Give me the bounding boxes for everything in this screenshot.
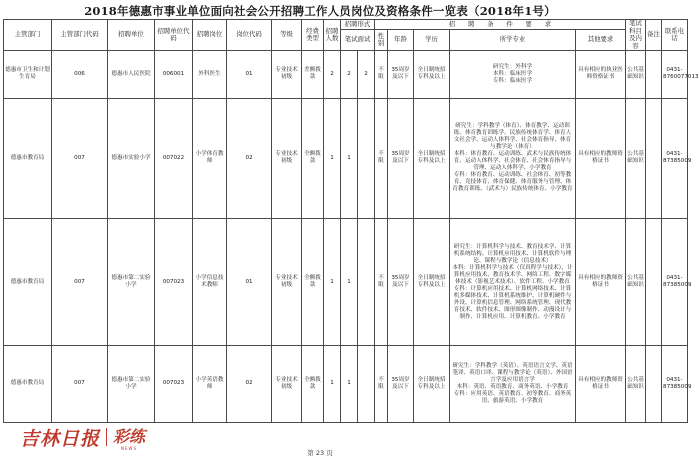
cell-education: 全日制统招专科及以上 [414,219,450,346]
table-row [4,345,688,422]
cell-gender: 不限 [375,98,388,218]
cell-form: 1 [341,98,358,218]
cell-level: 专业技术初级 [272,98,302,218]
cell-remarks [646,51,662,99]
header-post: 招聘岗位 [193,20,227,51]
cell-other: 具有相应的教师资格证书 [576,98,626,218]
cell-phone: 0431-87385009 [662,219,688,346]
cell-dept: 德惠市教育局 [4,345,52,422]
cell-education: 全日制统招专科及以上 [414,98,450,218]
cell-unit: 德惠市实验小学 [108,98,155,218]
document-title: 2018年德惠市事业单位面向社会公开招聘工作人员岗位及资格条件一览表（2018年1号） [84,4,556,18]
cell-unit: 德惠市第二实验小学 [108,345,155,422]
cell-form-exam: 2 [358,51,375,99]
cell-count: 1 [324,345,341,422]
cell-unit: 德惠市第二实验小学 [108,219,155,346]
cell-funding: 全额拨款 [302,219,324,346]
cell-dept-code: 006 [52,51,108,99]
cell-gender: 不限 [375,51,388,99]
cell-gender: 不限 [375,345,388,422]
cell-post: 外科医生 [193,51,227,99]
cell-count: 2 [324,51,341,99]
cell-major: 研究生：学科教学（英语）、英语语言文学、英语笔译、英语口译、课程与教学论（英语）、外国语言学及应用语言学 本科：英语、英语教育、商务英语、小学教育 专科：应用英语、英语教育、初等教育、商务英语、旅游英语、小学教育 [450,345,576,422]
cell-level: 专业技术初级 [272,219,302,346]
header-unit: 招聘单位 [108,20,155,51]
header-age: 年龄 [388,30,414,51]
cell-form-exam [358,219,375,346]
cell-unit-code: 006001 [155,51,193,99]
cell-form-exam [358,98,375,218]
table-row [4,98,688,218]
cell-age: 35周岁及以下 [388,98,414,218]
cell-major: 研究生：学科教学（体育）、体育教学、运动训练、体育教育训练学、民族传统体育学、体育人文社会学、运动人体科学、社会体育指导、体育与教学论（体育） 本科：体育教育、运动训练、武术与民族传统体育、运动人体科学、社会体育、社会体育指导与管理、运动人体科学、小学教育 专科：体育教育、运动训练、社会体育、初等教育、竞技体育、体育保健、体育服务与管理、体育教育训练、（武术与）民族传统体育、小学教育 [450,98,576,218]
cell-form: 2 [341,51,358,99]
cell-education: 全日制统招专科及以上 [414,51,450,99]
cell-education: 全日制统招专科及以上 [414,345,450,422]
cell-remarks [646,98,662,218]
header-subject: 笔试科目及内容 [626,20,646,51]
header-major: 所学专业 [450,30,576,51]
cell-post-code: 02 [227,98,272,218]
cell-phone: 0431-8760077013 [662,51,688,99]
cell-subject: 公共基础知识 [626,98,646,218]
cell-other: 具有相应的教师资格证书 [576,345,626,422]
cell-level: 专业技术初级 [272,51,302,99]
header-form-exam: 笔试面试 [341,30,375,51]
header-conditions: 招 聘 条 件 要 求 [375,20,626,30]
cell-phone: 0431-87385009 [662,345,688,422]
cell-unit: 德惠市人民医院 [108,51,155,99]
header-form: 招聘形式 [341,20,375,30]
header-education: 学历 [414,30,450,51]
header-remarks: 备注 [646,20,662,51]
page-number: 第 23 页 [307,449,333,457]
table-row [4,51,688,99]
cell-funding: 全额拨款 [302,345,324,422]
cell-remarks [646,345,662,422]
cell-unit-code: 007023 [155,345,193,422]
cell-unit-code: 007022 [155,98,193,218]
cell-dept-code: 007 [52,219,108,346]
cell-form: 1 [341,345,358,422]
header-count: 招聘人数 [324,20,341,51]
cell-count: 1 [324,98,341,218]
cell-age: 35周岁及以下 [388,51,414,99]
cell-dept-code: 007 [52,98,108,218]
header-gender: 性别 [375,30,388,51]
cell-funding: 全额拨款 [302,98,324,218]
recruitment-table [3,19,699,423]
cell-form-exam [358,345,375,422]
cell-form: 1 [341,219,358,346]
logo-sub-text: 彩练 [113,426,146,446]
table-row [4,219,688,346]
cell-dept-code: 007 [52,345,108,422]
cell-post-code: 01 [227,51,272,99]
cell-major: 研究生：外科学 本科：临床医学 专科：临床医学 [450,51,576,99]
cell-post-code: 02 [227,345,272,422]
header-post-code: 岗位代码 [227,20,272,51]
cell-age: 35周岁及以下 [388,345,414,422]
cell-post: 小学体育教师 [193,98,227,218]
cell-gender: 不限 [375,219,388,346]
header-dept: 主管部门 [4,20,52,51]
cell-count: 1 [324,219,341,346]
logo-divider [106,428,107,446]
cell-funding: 差额拨款 [302,51,324,99]
newspaper-logo [20,423,145,451]
cell-dept: 德惠市教育局 [4,219,52,346]
header-other: 其他要求 [576,30,626,51]
cell-other: 具有相应的教师资格证书 [576,219,626,346]
cell-phone: 0431-87385009 [662,98,688,218]
cell-major: 研究生：计算机科学与技术、教育技术学、计算机系统结构、计算机应用技术、计算机软件与理论、课程与教学论（信息技术） 本科：计算机科学与技术（仅真程学与技术）、计算机应用技术、教育技术学、网络工程、数字媒体技术（影视艺术技术）、软件工程、小学教育 专科：计算机应用技术、计算机网络技术、计算机多媒体技术、计算机系统维护、计算机硬件与外设、计算机信息管理、网络系统管理、现代教育技术、软件技术、图形图像制作、动漫设计与制作、计算机应用、计算机教育、小学教育 [450,219,576,346]
cell-post: 小学信息技术教师 [193,219,227,346]
cell-subject: 公共基础知识 [626,51,646,99]
logo-main-text: 吉林日报 [20,427,101,450]
logo-sub-caption: NEWS [121,445,138,451]
cell-post-code: 01 [227,219,272,346]
header-funding: 经费类型 [302,20,324,51]
header-level: 等级 [272,20,302,51]
cell-age: 35周岁及以下 [388,219,414,346]
cell-dept: 德惠市教育局 [4,98,52,218]
cell-subject: 公共基础知识 [626,345,646,422]
cell-level: 专业技术初级 [272,345,302,422]
cell-other: 具有相应的执业医师资格证书 [576,51,626,99]
cell-unit-code: 007023 [155,219,193,346]
header-unit-code: 招聘单位代码 [155,20,193,51]
header-phone: 联系电话 [662,20,688,51]
cell-post: 小学英语教师 [193,345,227,422]
cell-remarks [646,219,662,346]
header-dept-code: 主管部门代码 [52,20,108,51]
logo-sub [113,424,145,451]
cell-subject: 公共基础知识 [626,219,646,346]
cell-dept: 德惠市卫生和计划生育局 [4,51,52,99]
